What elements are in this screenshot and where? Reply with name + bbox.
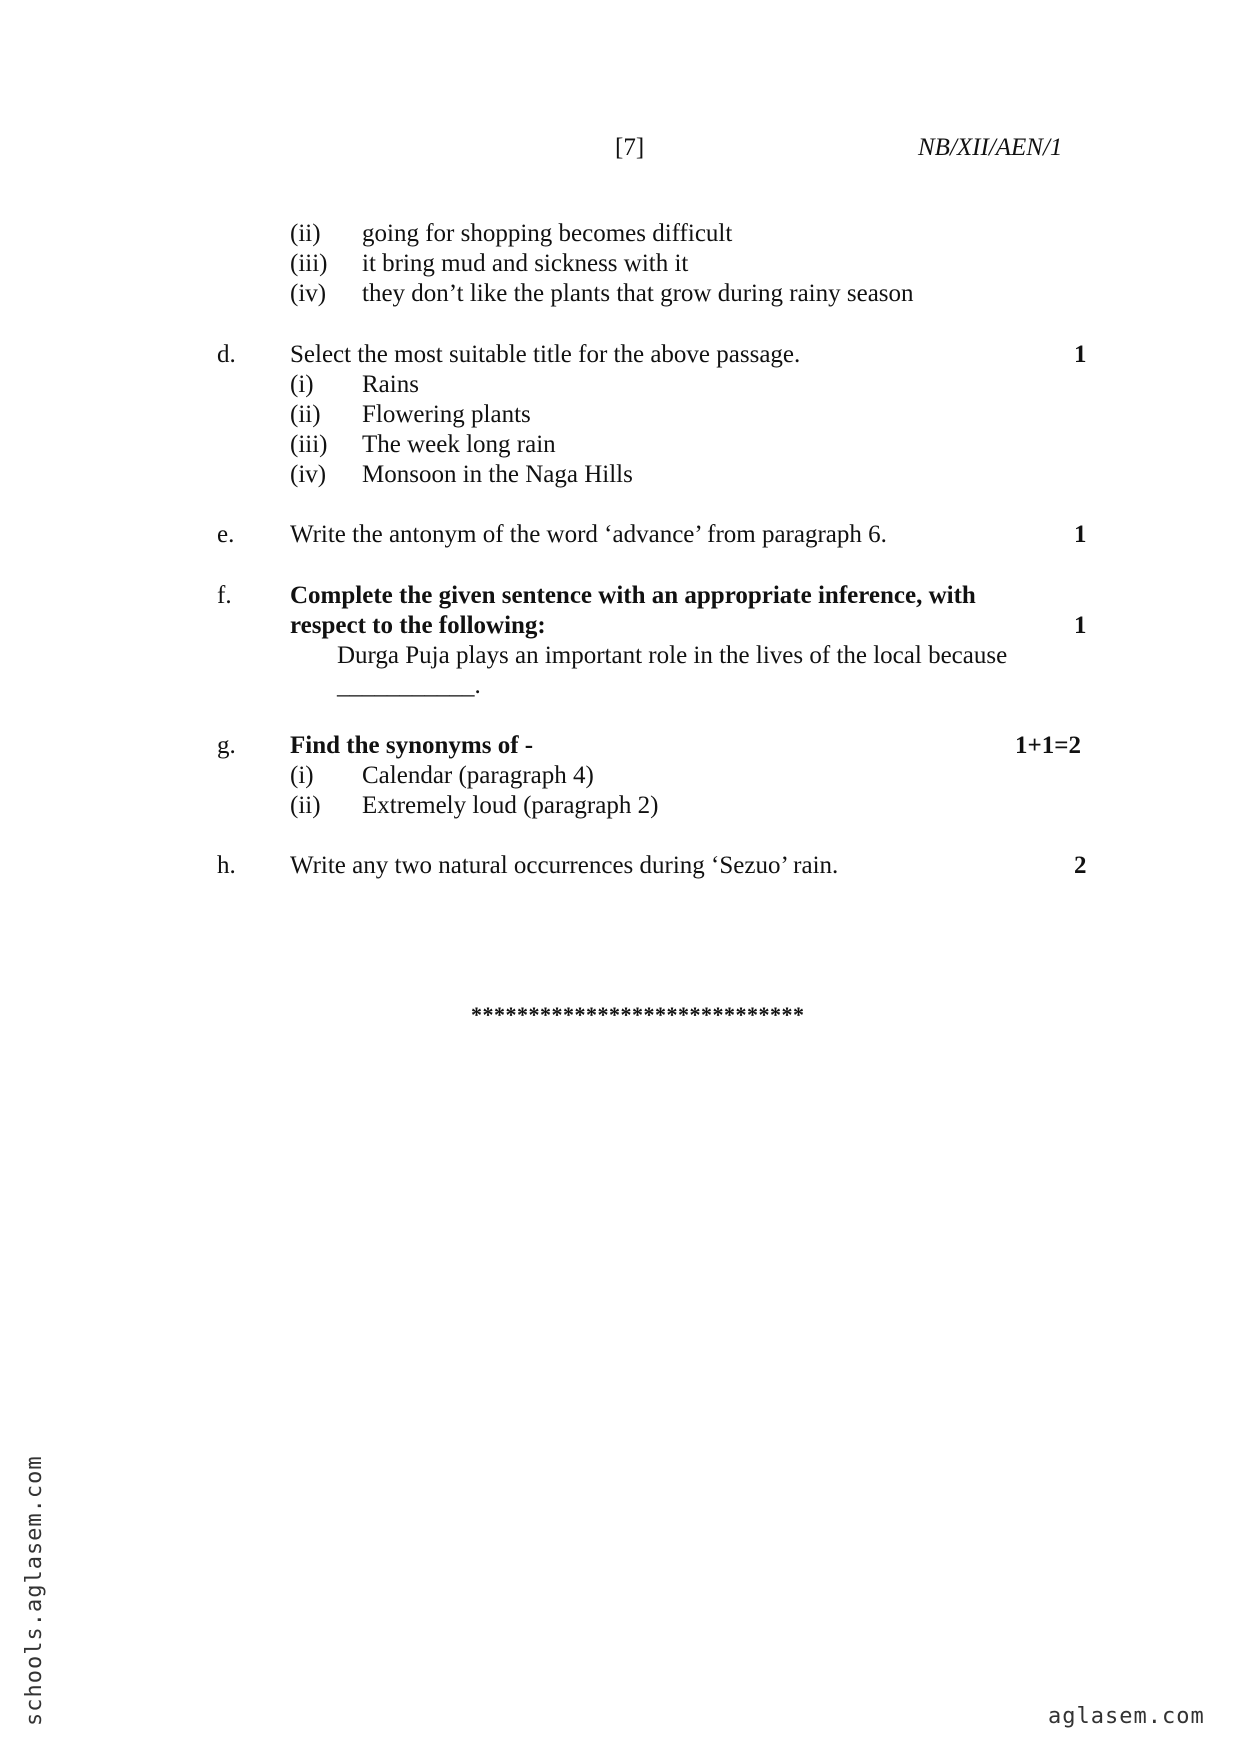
question-marks: 2 <box>1074 852 1087 879</box>
question-text: Write any two natural occurrences during ‘Sezuo’ rain. <box>290 852 839 879</box>
option-text: they don’t like the plants that grow during rainy season <box>362 280 914 307</box>
option-num: (iv) <box>290 280 327 307</box>
question-text: Select the most suitable title for the above passage. <box>290 341 801 368</box>
option-text: it bring mud and sickness with it <box>362 250 689 277</box>
question-text: Complete the given sentence with an appropriate inference, with <box>290 582 976 609</box>
page-number: [7] <box>615 134 645 161</box>
answer-blank: ___________. <box>337 672 481 699</box>
question-label: h. <box>217 852 236 879</box>
question-text: Find the synonyms of - <box>290 732 534 759</box>
question-label: d. <box>217 341 236 368</box>
question-label: e. <box>217 521 235 548</box>
question-marks: 1 <box>1074 612 1087 639</box>
question-label: g. <box>217 732 236 759</box>
question-marks: 1 <box>1074 341 1087 368</box>
option-num: (ii) <box>290 792 321 819</box>
question-marks: 1 <box>1074 521 1087 548</box>
option-num: (iv) <box>290 461 327 488</box>
option-text: Extremely loud (paragraph 2) <box>362 792 659 819</box>
option-num: (iii) <box>290 431 328 458</box>
option-text: going for shopping becomes difficult <box>362 220 733 247</box>
side-watermark: schools.aglasem.com <box>22 1455 47 1726</box>
corner-watermark: aglasem.com <box>1048 1704 1205 1729</box>
option-num: (iii) <box>290 250 328 277</box>
option-text: The week long rain <box>362 431 556 458</box>
question-label: f. <box>217 582 232 609</box>
question-text-continued: respect to the following: <box>290 612 546 639</box>
option-num: (ii) <box>290 401 321 428</box>
option-text: Rains <box>362 371 419 398</box>
option-text: Monsoon in the Naga Hills <box>362 461 633 488</box>
question-text: Write the antonym of the word ‘advance’ from paragraph 6. <box>290 521 887 548</box>
question-marks: 1+1=2 <box>1015 732 1081 759</box>
option-num: (i) <box>290 371 314 398</box>
sentence-prompt: Durga Puja plays an important role in the lives of the local because <box>337 642 1008 669</box>
option-text: Calendar (paragraph 4) <box>362 762 594 789</box>
option-num: (ii) <box>290 220 321 247</box>
option-text: Flowering plants <box>362 401 531 428</box>
paper-code: NB/XII/AEN/1 <box>918 134 1063 161</box>
end-of-paper-marker: ***************************** <box>471 1002 805 1027</box>
option-num: (i) <box>290 762 314 789</box>
